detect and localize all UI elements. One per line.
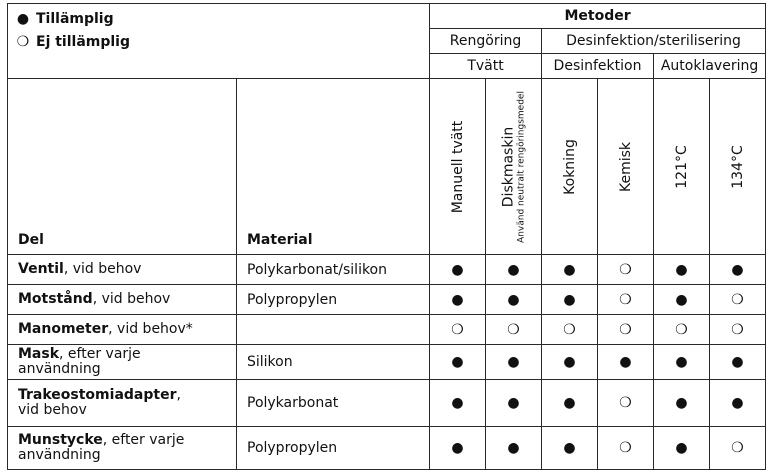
status-dot: ❍: [710, 315, 766, 345]
part-cell: [8, 427, 237, 470]
status-dot: ●: [654, 380, 710, 427]
material-cell: Silikon: [237, 345, 430, 380]
material-cell: [237, 315, 430, 345]
status-dot: ●: [430, 255, 486, 285]
status-dot: ●: [542, 427, 598, 470]
part-note: , vid behov: [63, 261, 142, 277]
part-cell: [8, 380, 237, 427]
method-boiling: [542, 79, 598, 255]
legend-not-applicable: [16, 31, 421, 54]
status-dot: ●: [654, 345, 710, 380]
status-dot: ●: [430, 285, 486, 315]
part-column-header: Del: [8, 79, 237, 255]
legend-applicable-label: Tillämplig: [36, 11, 114, 27]
part-note: , efter varje: [102, 432, 185, 448]
material-cell: Polykarbonat: [237, 380, 430, 427]
table-row: [8, 380, 766, 427]
disinfection-header: Desinfektion: [542, 54, 654, 79]
part-name: Manometer: [18, 321, 109, 337]
status-dot: ●: [598, 345, 654, 380]
status-dot: ●: [486, 285, 542, 315]
part-note-continued: vid behov: [18, 402, 87, 418]
part-name: Ventil: [18, 261, 64, 277]
status-dot: ❍: [598, 380, 654, 427]
method-manual-wash: [430, 79, 486, 255]
status-dot: ❍: [430, 315, 486, 345]
table-row: [8, 255, 766, 285]
method-label: Manuell tvätt: [449, 120, 466, 213]
status-dot: ●: [542, 380, 598, 427]
method-sublabel: Använd neutralt rengöringsmedel: [516, 90, 527, 243]
washing-header: Tvätt: [430, 54, 542, 79]
table-row: [8, 285, 766, 315]
status-dot: ❍: [542, 315, 598, 345]
part-name: Trakeostomiadapter: [18, 387, 177, 403]
status-dot: ❍: [710, 427, 766, 470]
part-cell: [8, 315, 237, 345]
material-cell: Polykarbonat/silikon: [237, 255, 430, 285]
hollow-dot-icon: ❍: [16, 34, 30, 50]
method-label: Kemisk: [617, 141, 634, 192]
status-dot: ●: [542, 285, 598, 315]
status-dot: ●: [654, 285, 710, 315]
status-dot: ●: [430, 427, 486, 470]
method-label: 134°C: [729, 144, 746, 189]
part-name: Munstycke: [18, 432, 103, 448]
status-dot: ❍: [598, 427, 654, 470]
filled-dot-icon: ●: [16, 11, 30, 27]
status-dot: ❍: [598, 255, 654, 285]
legend-applicable: [16, 8, 421, 31]
disinfection-sterilization-header: Desinfektion/sterilisering: [542, 29, 766, 54]
methods-table: [7, 3, 766, 470]
status-dot: ❍: [486, 315, 542, 345]
status-dot: ●: [430, 380, 486, 427]
status-dot: ❍: [710, 285, 766, 315]
part-cell: [8, 285, 237, 315]
status-dot: ●: [710, 380, 766, 427]
status-dot: ●: [542, 345, 598, 380]
table-row: [8, 345, 766, 380]
legend-not-applicable-label: Ej tillämplig: [36, 34, 131, 50]
method-134c: [710, 79, 766, 255]
method-label: 121°C: [673, 144, 690, 189]
table-row: [8, 427, 766, 470]
status-dot: ❍: [598, 315, 654, 345]
cleaning-header: Rengöring: [430, 29, 542, 54]
legend: [8, 4, 430, 79]
part-note: , vid behov: [92, 291, 171, 307]
method-label: Diskmaskin: [500, 126, 517, 207]
table-row: [8, 315, 766, 345]
status-dot: ●: [486, 427, 542, 470]
method-chemical: [598, 79, 654, 255]
method-dishwasher: [486, 79, 542, 255]
status-dot: ●: [654, 255, 710, 285]
material-cell: Polypropylen: [237, 427, 430, 470]
status-dot: ❍: [598, 285, 654, 315]
status-dot: ●: [710, 255, 766, 285]
method-121c: [654, 79, 710, 255]
status-dot: ●: [486, 380, 542, 427]
autoclaving-header: Autoklavering: [654, 54, 766, 79]
part-cell: [8, 255, 237, 285]
material-cell: Polypropylen: [237, 285, 430, 315]
status-dot: ●: [486, 255, 542, 285]
material-column-header: Material: [237, 79, 430, 255]
part-name: Mask: [18, 346, 60, 362]
methods-header: Metoder: [430, 4, 766, 29]
part-name: Motstånd: [18, 291, 93, 307]
method-label: Kokning: [561, 138, 578, 195]
part-note: , efter varje användning: [18, 346, 141, 377]
status-dot: ●: [486, 345, 542, 380]
status-dot: ●: [430, 345, 486, 380]
part-cell: [8, 345, 237, 380]
status-dot: ●: [542, 255, 598, 285]
part-note-continued: användning: [18, 447, 101, 463]
part-note: , vid behov*: [108, 321, 193, 337]
status-dot: ●: [654, 427, 710, 470]
status-dot: ❍: [654, 315, 710, 345]
status-dot: ●: [710, 345, 766, 380]
part-note: ,: [176, 387, 181, 403]
